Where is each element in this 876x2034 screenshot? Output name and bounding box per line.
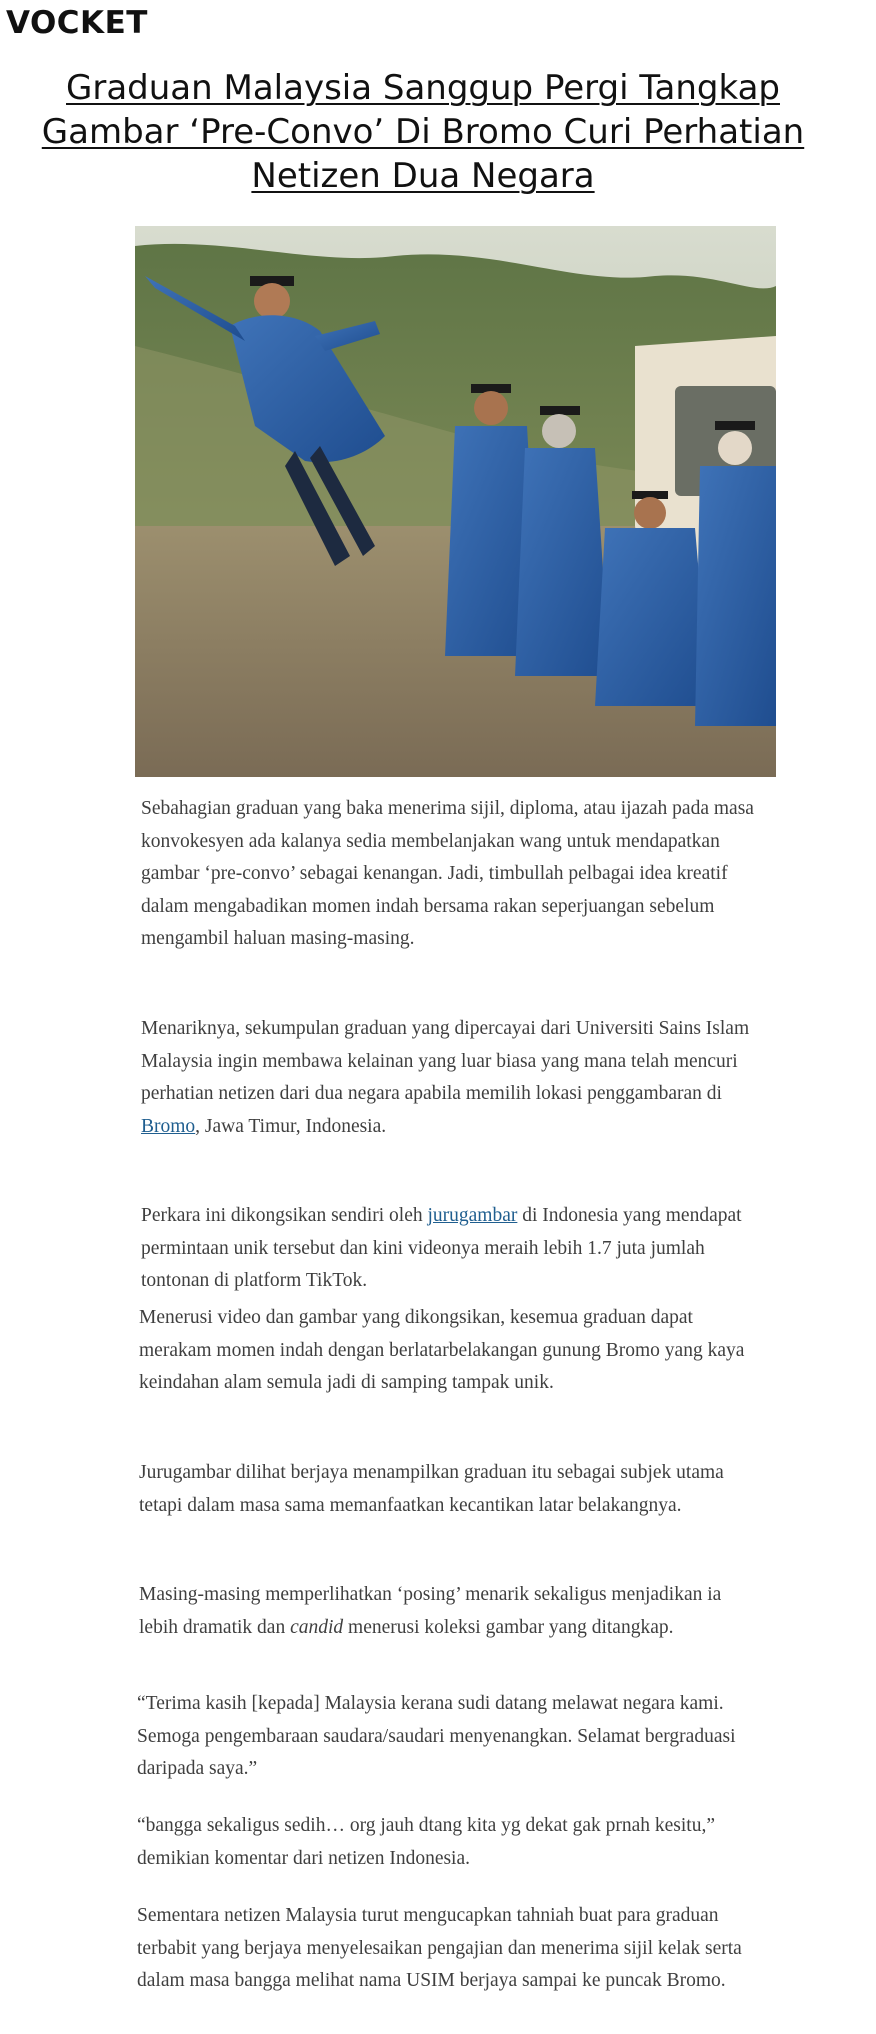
paragraph-text: di Indonesia yang mendapat permintaan unik tersebut dan kini videonya meraih lebih 1.7 juta jumlah tontonan di platform TikTok. [141, 1205, 742, 1291]
photo-graduates-bromo-icon [135, 226, 776, 777]
article-paragraph-2 [141, 1013, 761, 1143]
paragraph-text: Masing-masing memperlihatkan ‘posing’ menarik sekaligus menjadikan ia lebih dramatik dan [139, 1584, 722, 1638]
paragraph-text: Sebahagian graduan yang baka menerima sijil, diploma, atau ijazah pada masa konvokesyen ada kalanya sedia membelanjakan wang untuk mendapatkan gambar ‘pre-convo’ sebagai kenangan. Jadi, timbullah pelbagai idea kreatif dalam mengabadikan momen indah bersama rakan seperjuangan sebelum mengambil haluan masing-masing. [141, 798, 754, 949]
paragraph-text: Sementara netizen Malaysia turut mengucapkan tahniah buat para graduan terbabit yang berjaya menyelesaikan pengajian dan menerima sijil kelak serta dalam masa bangga melihat nama USIM berjaya sampai ke puncak Bromo. [137, 1905, 742, 1991]
paragraph-text: menerusi koleksi gambar yang ditangkap. [343, 1616, 674, 1638]
article-title[interactable]: Graduan Malaysia Sanggup Pergi Tangkap Gambar ‘Pre-Convo’ Di Bromo Curi Perhatian Netizen Dua Negara [41, 68, 805, 196]
paragraph-text: “Terima kasih [kepada] Malaysia kerana sudi datang melawat negara kami. Semoga pengembaraan saudara/saudari menyenangkan. Selamat bergraduasi daripada saya.” [137, 1693, 736, 1779]
paragraph-text: Menerusi video dan gambar yang dikongsikan, kesemua graduan dapat merakam momen indah dengan berlatarbelakangan gunung Bromo yang kaya keindahan alam semula jadi di samping tampak unik. [139, 1307, 745, 1393]
jurugambar-link[interactable]: jurugambar [427, 1205, 518, 1226]
article-paragraph-4 [139, 1302, 759, 1400]
article-paragraph-9 [137, 1900, 757, 1998]
paragraph-text: Menariknya, sekumpulan graduan yang dipercayai dari Universiti Sains Islam Malaysia ingin membawa kelainan yang luar biasa yang mana telah mencuri perhatian netizen dari dua negara apabila memilih lokasi penggambaran di [141, 1018, 750, 1104]
paragraph-text: “bangga sekaligus sedih… org jauh dtang kita yg dekat gak prnah kesitu,” demikian komentar dari netizen Indonesia. [137, 1815, 715, 1869]
article-paragraph-3 [141, 1200, 761, 1298]
emphasis-candid: candid [290, 1616, 344, 1638]
quote-paragraph-2 [137, 1810, 757, 1875]
hero-image [135, 226, 776, 777]
bromo-link[interactable]: Bromo [141, 1115, 196, 1137]
paragraph-text: Perkara ini dikongsikan sendiri oleh [141, 1205, 428, 1226]
quote-paragraph-1 [137, 1688, 757, 1786]
article-paragraph-6 [139, 1579, 759, 1644]
site-logo[interactable]: VOCKET [6, 5, 148, 41]
article-paragraph-1 [141, 793, 761, 956]
paragraph-text: Jurugambar dilihat berjaya menampilkan graduan itu sebagai subjek utama tetapi dalam masa sama memanfaatkan kecantikan latar belakangnya. [139, 1462, 724, 1516]
paragraph-text: , Jawa Timur, Indonesia. [195, 1115, 387, 1137]
article-paragraph-5 [139, 1457, 759, 1522]
